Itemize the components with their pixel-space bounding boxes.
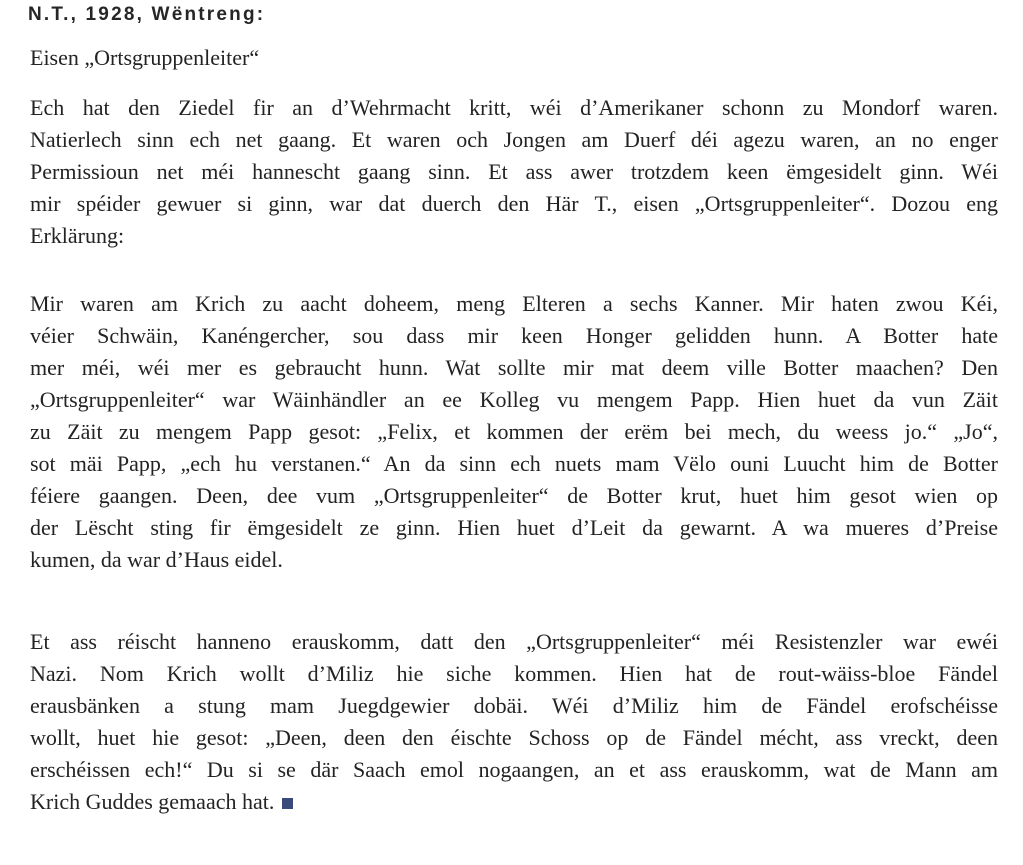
text-line-content: Krich Guddes gemaach hat. — [30, 789, 275, 814]
text-line: „Ortsgruppenleiter“ war Wäinhändler an ee Kolleg vu mengem Papp. Hien huet da vun Zäit — [30, 387, 998, 412]
text-line: mir spéider gewuer si ginn, war dat duerch den Här T., eisen „Ortsgruppenleiter“. Dozou eng — [30, 191, 998, 216]
text-line: Nazi. Nom Krich wollt d’Miliz hie siche kommen. Hien hat de rout-wäiss-bloe Fändel — [30, 661, 998, 686]
story-title: Eisen „Ortsgruppenleiter“ — [30, 45, 260, 70]
text-line: sot mäi Papp, „ech hu verstanen.“ An da sinn ech nuets mam Vëlo ouni Luucht him de Botter — [30, 451, 998, 476]
text-line: Natierlech sinn ech net gaang. Et waren och Jongen am Duerf déi agezu waren, an no enger — [30, 127, 998, 152]
text-line: wollt, huet hie gesot: „Deen, deen den éischte Schoss op de Fändel mécht, ass vreckt, deen — [30, 725, 998, 750]
text-line: Erklärung: — [30, 223, 125, 248]
text-line: mer méi, wéi mer es gebraucht hunn. Wat sollte mir mat deem ville Botter maachen? Den — [30, 355, 998, 380]
text-line-last — [30, 786, 998, 818]
text-line: Mir waren am Krich zu aacht doheem, meng Elteren a sechs Kanner. Mir haten zwou Kéi, — [30, 291, 998, 316]
text-line: véier Schwäin, Kanéngercher, sou dass mir keen Honger gelidden hunn. A Botter hate — [30, 323, 998, 348]
text-line: zu Zäit zu mengem Papp gesot: „Felix, et kommen der erëm bei mech, du weess jo.“ „Jo“, — [30, 419, 998, 444]
paragraph-3 — [30, 626, 998, 818]
text-line: erschéissen ech!“ Du si se där Saach emol nogaangen, an et ass erauskomm, wat de Mann am — [30, 757, 998, 782]
text-line: Et ass réischt hanneno erauskomm, datt den „Ortsgruppenleiter“ méi Resistenzler war ewéi — [30, 629, 998, 654]
text-line: der Lëscht sting fir ëmgesidelt ze ginn. Hien huet d’Leit da gewarnt. A wa mueres d’Preise — [30, 515, 998, 540]
text-line: erausbänken a stung mam Juegdgewier dobäi. Wéi d’Miliz him de Fändel erofschéisse — [30, 693, 998, 718]
text-line: Permissioun net méi hannescht gaang sinn. Et ass awer trotzdem keen ëmgesidelt ginn. Wéi — [30, 159, 998, 184]
text-line: kumen, da war d’Haus eidel. — [30, 547, 283, 572]
end-of-article-square-icon — [282, 798, 293, 809]
text-line: Ech hat den Ziedel fir an d’Wehrmacht kritt, wéi d’Amerikaner schonn zu Mondorf waren. — [30, 95, 998, 120]
section-header: N.T., 1928, Wëntreng: — [28, 4, 266, 25]
paragraph-2 — [30, 288, 998, 576]
paragraph-1 — [30, 92, 998, 252]
text-line: féiere gaangen. Deen, dee vum „Ortsgruppenleiter“ de Botter krut, huet him gesot wien op — [30, 483, 998, 508]
